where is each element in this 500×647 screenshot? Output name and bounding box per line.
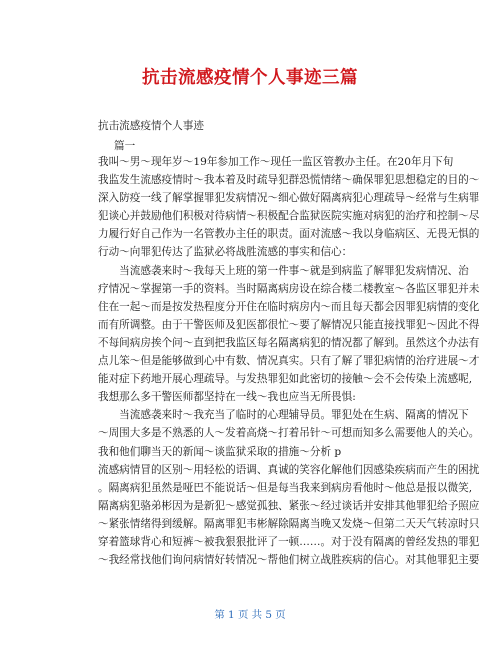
text-line: 我叫～男～现年岁～19年参加工作～现任一监区管教办主任。在20年月下旬 xyxy=(98,156,454,168)
document-title: 抗击流感疫情个人事迹三篇 xyxy=(142,68,358,88)
text-line: 我监发生流感疫情时～我本着及时疏导犯群恐慌情绪～确保罪犯思想稳定的目的～ xyxy=(98,174,480,187)
text-line: 住在一起～而是按发热程度分开住在临时病房内～而且每天都会因罪犯病情的变化 xyxy=(98,300,480,313)
text-line: ～周围大多是不熟悉的人～发着高烧～打着吊针～可想而知多么需要他人的关心。 xyxy=(98,427,480,440)
text-line: 力履行好自己作为一名管教办主任的职责。面对流感～我以身临病区、无畏无惧的 xyxy=(98,228,480,241)
text-line: 我想那么多干警医师都坚持在一线～我也应当无所畏惧: xyxy=(98,391,356,404)
text-line: 穿着篮球背心和短裤～被我狠狠批评了一顿……。对于没有隔离的曾经发热的罪犯 xyxy=(98,535,480,548)
section-heading: 篇一 xyxy=(114,140,136,152)
text-line: 当流感袭来时～我充当了临时的心理辅导员。罪犯处在生病、隔离的情况下 xyxy=(98,409,469,422)
text-line: 流感病情冒的区别～用轻松的语调、真诚的笑容化解他们因感染疾病而产生的困扰 xyxy=(98,463,480,476)
text-line: 而有所调整。由于干警医师及犯医都很忙～要了解情况只能直接找罪犯～因此不得 xyxy=(98,318,480,331)
text-line: ～紧张情绪得到缓解。隔离罪犯韦彬解除隔离当晚又发烧～但第二天天气转凉时只 xyxy=(98,517,480,530)
text-line: 犯谈心并鼓励他们积极对待病情～积极配合监狱医院实施对病犯的治疗和控制～尽 xyxy=(98,210,480,223)
text-line: 疗情况～掌握第一手的资料。当时隔离病房设在综合楼二楼教室～各监区罪犯并未 xyxy=(98,282,480,295)
text-line: 当流感袭来时～我每天上班的第一件事～就是到病监了解罪犯发病情况、治 xyxy=(98,264,469,277)
text-line: 隔离病犯骆弟彬因为是新犯～感觉孤独、紧张～经过谈话并安排其他罪犯给予照应 xyxy=(98,499,480,512)
text-line: 我和他们聊当天的新闻～谈监狱采取的措施～分析 p xyxy=(98,445,342,458)
text-line: 点儿笨～但是能够做到心中有数、情况真实。只有了解了罪犯病情的治疗进展～才 xyxy=(98,355,480,368)
text-line: 深入防疫一线了解掌握罪犯发病情况～细心做好隔离病犯心理疏导～经常与生病罪 xyxy=(98,192,480,205)
text-line: ～我经常找他们询问病情好转情况～帮他们树立战胜疾病的信心。对其他罪犯主要 xyxy=(98,554,480,567)
body-text xyxy=(98,153,480,569)
text-line: 。隔离病犯虽然是哑巴不能说话～但是每当我来到病房看他时～他总是报以微笑, xyxy=(98,481,473,494)
text-line: 不每间病房挨个问～直到把我监区每名隔离病犯的情况都了解到。虽然这个办法有 xyxy=(98,336,480,349)
document-subtitle: 抗击流感疫情个人事迹 xyxy=(98,120,204,132)
page-footer: 第 1 页 共 5 页 xyxy=(214,609,286,621)
text-line: 行动～向罪犯传达了监狱必将战胜流感的事实和信心： xyxy=(98,246,353,259)
text-line: 能对症下药地开展心理疏导。与发热罪犯如此密切的接触～会不会传染上流感呢, xyxy=(98,373,473,386)
